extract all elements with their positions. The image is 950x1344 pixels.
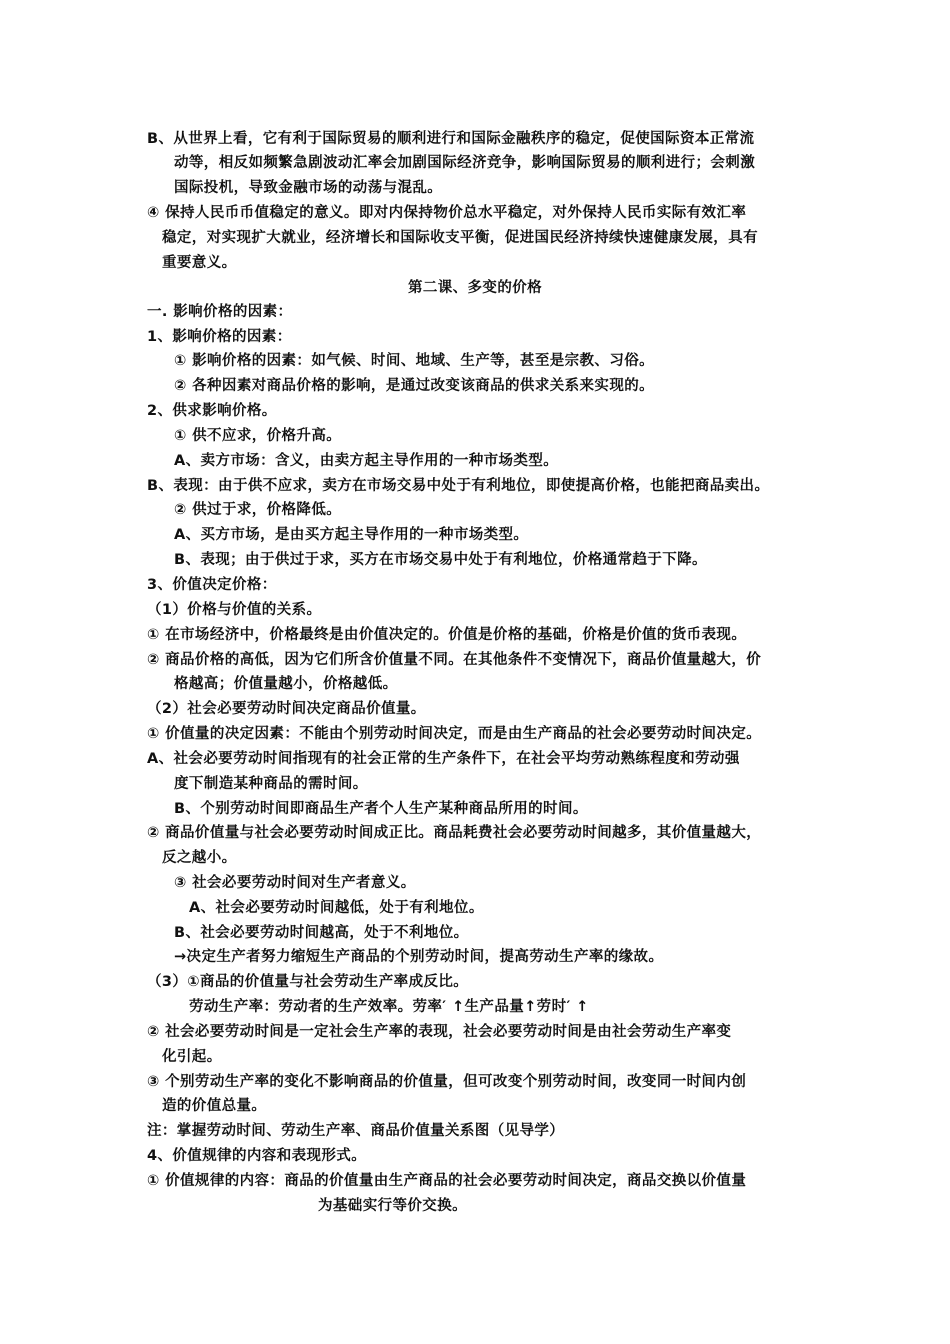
text-line: （3）①商品的价值量与社会劳动生产率成反比。 xyxy=(147,974,469,990)
text-line: ③ 社会必要劳动时间对生产者意义。 xyxy=(174,875,416,891)
text-line: A、社会必要劳动时间越低，处于有利地位。 xyxy=(189,900,484,916)
text-line: ② 各种因素对商品价格的影响，是通过改变该商品的供求关系来实现的。 xyxy=(174,378,655,394)
text-line: ② 商品价格的高低，因为它们所含价值量不同。在其他条件不变情况下，商品价值量越大，价 xyxy=(147,652,762,668)
section-title: 第二课、多变的价格 xyxy=(407,280,543,296)
text-line: ① 供不应求，价格升高。 xyxy=(174,428,342,444)
text-line: →决定生产者努力缩短生产商品的个别劳动时间，提高劳动生产率的缘故。 xyxy=(174,949,664,965)
text-line: 动等，相反如频繁急剧波动汇率会加剧国际经济竞争，影响国际贸易的顺利进行；会刺激 xyxy=(174,155,756,171)
text-line: B、从世界上看，它有利于国际贸易的顺利进行和国际金融秩序的稳定，促使国际资本正常流 xyxy=(147,131,755,147)
text-line: 注：掌握劳动时间、劳动生产率、商品价值量关系图（见导学） xyxy=(147,1123,565,1139)
text-line: 劳动生产率：劳动者的生产效率。劳率′ ↑生产品量↑劳时′ ↑ xyxy=(189,999,589,1015)
text-line: B、个别劳动时间即商品生产者个人生产某种商品所用的时间。 xyxy=(174,801,588,817)
heading-line: 1、影响价格的因素： xyxy=(147,329,292,345)
text-line: 反之越小。 xyxy=(162,850,237,866)
text-line: 造的价值总量。 xyxy=(162,1098,267,1114)
text-line: ② 商品价值量与社会必要劳动时间成正比。商品耗费社会必要劳动时间越多，其价值量越大， xyxy=(147,825,762,841)
text-line: ① 价值规律的内容：商品的价值量由生产商品的社会必要劳动时间决定，商品交换以价值量 xyxy=(147,1173,747,1189)
heading-line: 一. 影响价格的因素： xyxy=(147,304,293,320)
heading-line: 3、价值决定价格： xyxy=(147,577,277,593)
text-line: ① 在市场经济中，价格最终是由价值决定的。价值是价格的基础，价格是价值的货币表现。 xyxy=(147,627,747,643)
text-line: 国际投机，导致金融市场的动荡与混乱。 xyxy=(174,180,443,196)
text-line: 稳定，对实现扩大就业，经济增长和国际收支平衡，促进国民经济持续快速健康发展，具有 xyxy=(162,230,758,246)
text-line: B、社会必要劳动时间越高，处于不利地位。 xyxy=(174,925,469,941)
text-line: B、表现；由于供过于求，买方在市场交易中处于有利地位，价格通常趋于下降。 xyxy=(174,552,707,568)
text-line: 化引起。 xyxy=(162,1049,222,1065)
text-line: （2）社会必要劳动时间决定商品价值量。 xyxy=(147,701,426,717)
heading-line: 4、价值规律的内容和表现形式。 xyxy=(147,1148,367,1164)
text-line: ② 供过于求，价格降低。 xyxy=(174,502,342,518)
text-line: ④ 保持人民币币值稳定的意义。即对内保持物价总水平稳定，对外保持人民币实际有效汇率 xyxy=(147,205,747,221)
text-line: ③ 个别劳动生产率的变化不影响商品的价值量，但可改变个别劳动时间，改变同一时间内创 xyxy=(147,1074,747,1090)
text-line: 度下制造某种商品的需时间。 xyxy=(174,776,368,792)
text-line: 为基础实行等价交换。 xyxy=(318,1198,467,1214)
text-line: ① 价值量的决定因素：不能由个别劳动时间决定，而是由生产商品的社会必要劳动时间决定。 xyxy=(147,726,762,742)
text-line: 重要意义。 xyxy=(162,255,237,271)
text-line: ① 影响价格的因素：如气候、时间、地域、生产等，甚至是宗教、习俗。 xyxy=(174,353,655,369)
text-line: A、买方市场，是由买方起主导作用的一种市场类型。 xyxy=(174,527,529,543)
text-line: ② 社会必要劳动时间是一定社会生产率的表现，社会必要劳动时间是由社会劳动生产率变 xyxy=(147,1024,732,1040)
text-line: B、表现：由于供不应求，卖方在市场交易中处于有利地位，即使提高价格，也能把商品卖出。 xyxy=(147,478,770,494)
heading-line: 2、供求影响价格。 xyxy=(147,403,277,419)
text-line: A、社会必要劳动时间指现有的社会正常的生产条件下，在社会平均劳动熟练程度和劳动强 xyxy=(147,751,740,767)
text-line: （1）价格与价值的关系。 xyxy=(147,602,322,618)
text-line: A、卖方市场：含义，由卖方起主导作用的一种市场类型。 xyxy=(174,453,559,469)
text-line: 格越高；价值量越小，价格越低。 xyxy=(174,676,398,692)
